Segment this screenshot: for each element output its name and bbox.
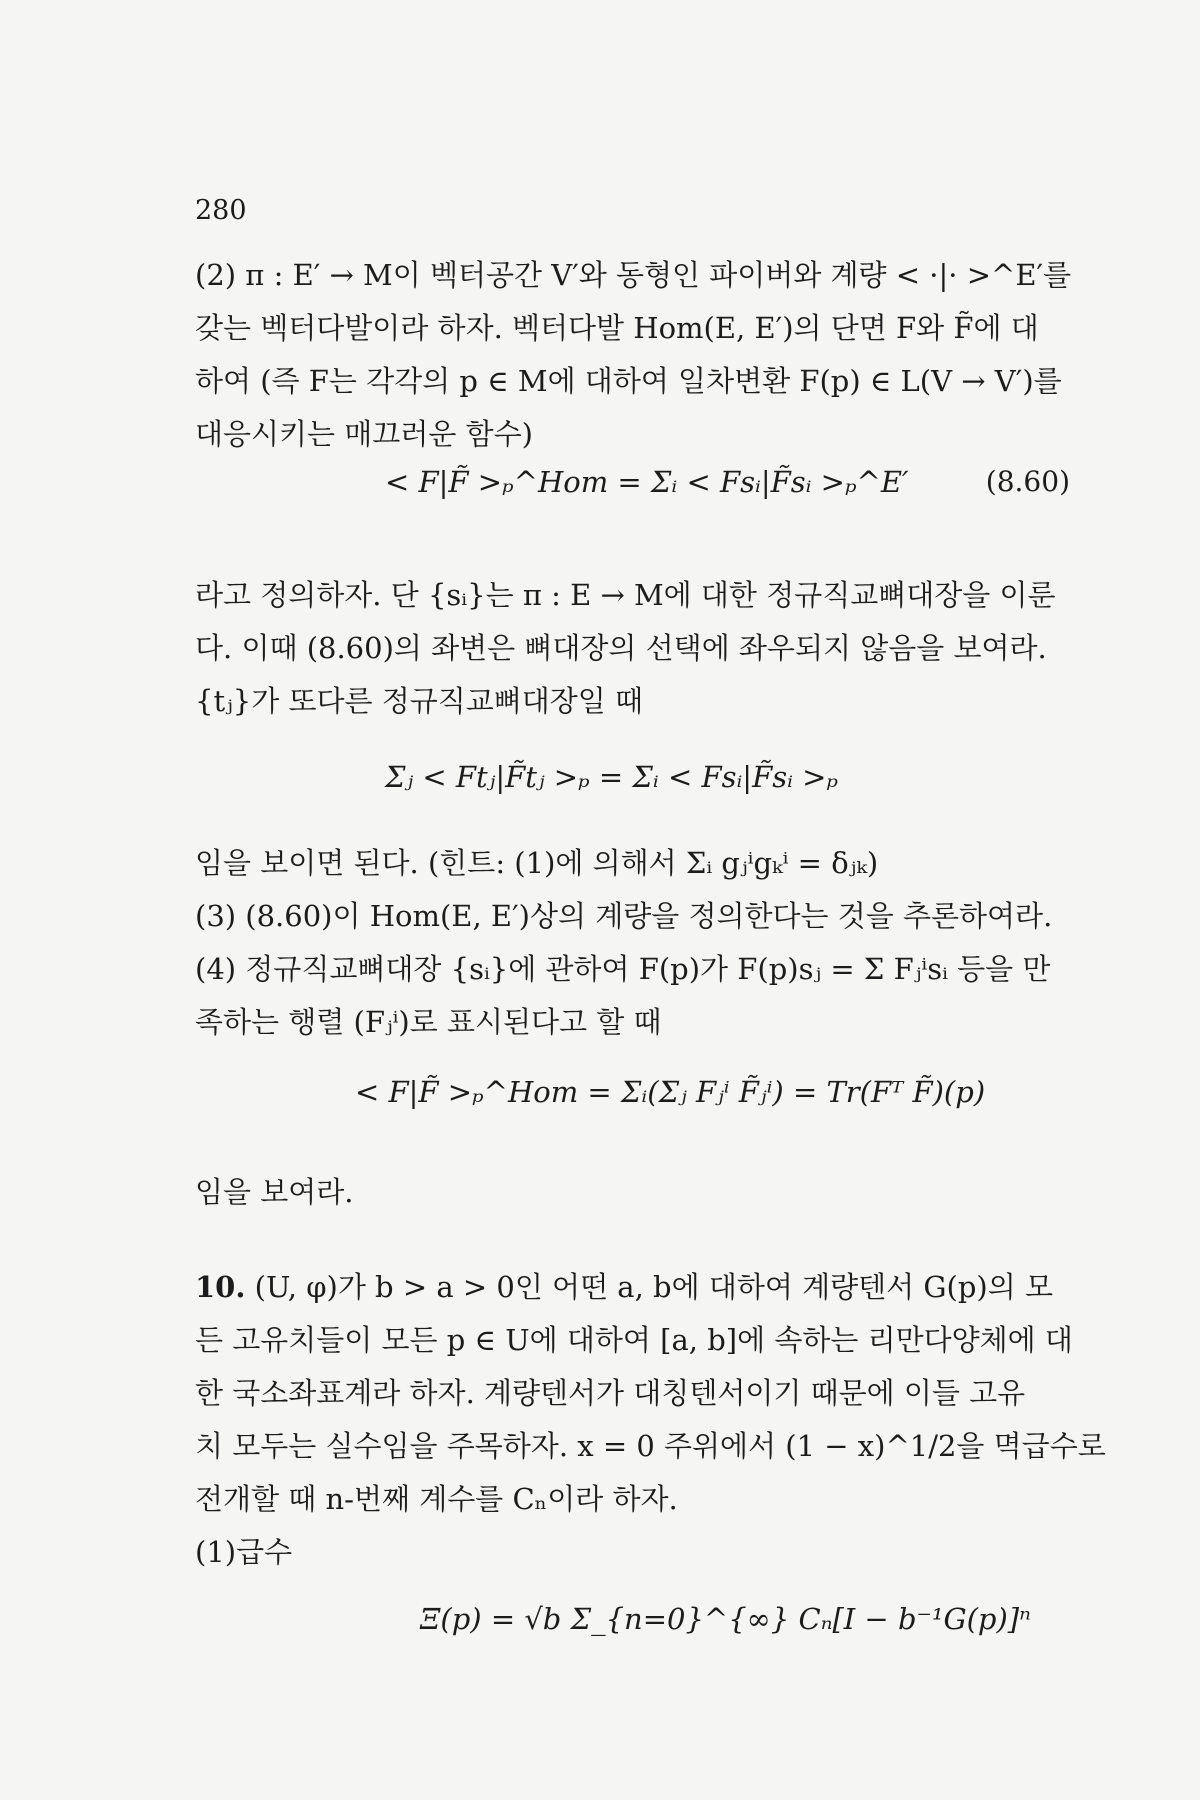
problem10-line-2: 든 고유치들이 모든 p ∈ U에 대하여 [a, b]에 속하는 리만다양체에 대 xyxy=(195,1323,1073,1357)
part2-after-line-1: 라고 정의하자. 단 {sᵢ}는 π : E → M에 대한 정규직교뼈대장을 이룬 xyxy=(195,578,1056,612)
part3-line: (3) (8.60)이 Hom(E, E′)상의 계량을 정의한다는 것을 추론하여라. xyxy=(195,899,1053,933)
problem10-line-4: 치 모두는 실수임을 주목하자. x = 0 주위에서 (1 − x)^1/2을 멱급수로 xyxy=(195,1429,1106,1463)
problem10-line-5: 전개할 때 n-번째 계수를 Cₙ이라 하자. xyxy=(195,1482,678,1516)
part2-after-line-2: 다. 이때 (8.60)의 좌변은 뼈대장의 선택에 좌우되지 않음을 보여라. xyxy=(195,631,1047,665)
problem-number: 10. xyxy=(195,1270,246,1304)
equation-8-60: < F|F̃ >ₚ^Hom = Σᵢ < Fsᵢ|F̃sᵢ >ₚ^E′ xyxy=(385,465,909,499)
part2-line-3: 하여 (즉 F는 각각의 p ∈ M에 대하여 일차변환 F(p) ∈ L(V → V′)를 xyxy=(195,364,1062,398)
part4-closing: 임을 보여라. xyxy=(195,1175,354,1209)
hint-line: 임을 보이면 된다. (힌트: (1)에 의해서 Σᵢ gⱼⁱgₖⁱ = δⱼₖ) xyxy=(195,846,879,880)
part2-after-line-3: {tⱼ}가 또다른 정규직교뼈대장일 때 xyxy=(195,684,644,718)
problem10-text-1: (U, φ)가 b > a > 0인 어떤 a, b에 대하여 계량텐서 G(p)의 모 xyxy=(254,1270,1053,1304)
problem10-line-1 xyxy=(195,1267,1053,1307)
part4-line-1: (4) 정규직교뼈대장 {sᵢ}에 관하여 F(p)가 F(p)sⱼ = Σ Fⱼⁱsᵢ 등을 만 xyxy=(195,952,1051,986)
equation-frame-independence: Σⱼ < Ftⱼ|F̃tⱼ >ₚ = Σᵢ < Fsᵢ|F̃sᵢ >ₚ xyxy=(385,760,839,794)
equation-trace: < F|F̃ >ₚ^Hom = Σᵢ(Σⱼ Fⱼⁱ F̃ⱼⁱ) = Tr(Fᵀ F̃)(p) xyxy=(355,1075,986,1109)
part2-line-2: 갖는 벡터다발이라 하자. 벡터다발 Hom(E, E′)의 단면 F와 F̃에 대 xyxy=(195,311,1039,345)
part2-line-1: (2) π : E′ → M이 벡터공간 V′와 동형인 파이버와 계량 < ·|· >^E′를 xyxy=(195,258,1072,292)
equation-number: (8.60) xyxy=(985,465,1070,498)
equation-series: Ξ(p) = √b Σ_{n=0}^{∞} Cₙ[I − b⁻¹G(p)]ⁿ xyxy=(420,1602,1031,1636)
part4-line-2: 족하는 행렬 (Fⱼⁱ)로 표시된다고 할 때 xyxy=(195,1005,662,1039)
page-number: 280 xyxy=(195,195,247,226)
part2-line-4: 대응시키는 매끄러운 함수) xyxy=(195,417,533,451)
problem10-line-3: 한 국소좌표계라 하자. 계량텐서가 대칭텐서이기 때문에 이들 고유 xyxy=(195,1376,1026,1410)
problem10-sub1: (1)급수 xyxy=(195,1535,293,1569)
